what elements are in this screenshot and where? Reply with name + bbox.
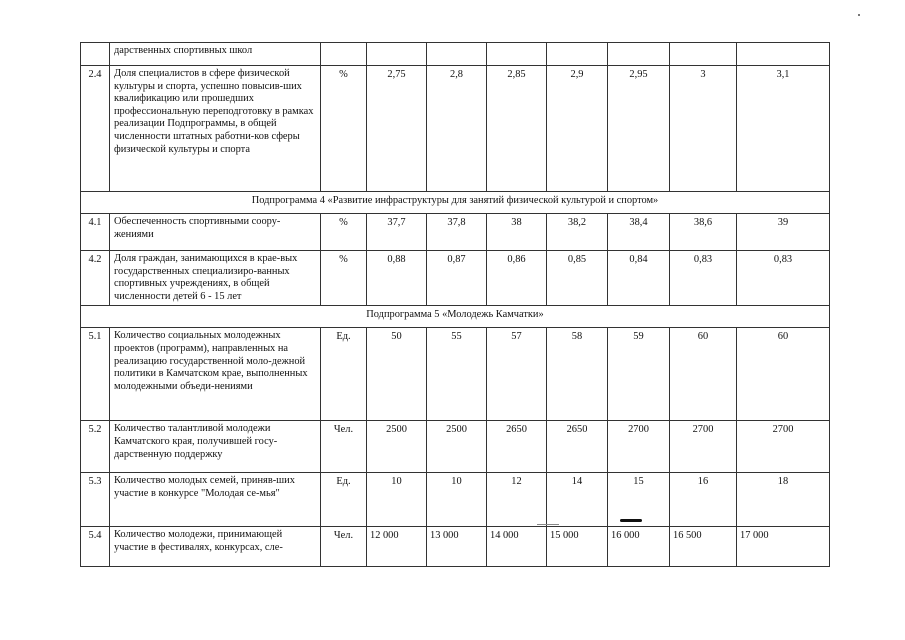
unit-cell: % — [321, 66, 367, 192]
value-cell: 15 — [608, 473, 670, 527]
indicator-description: дарственных спортивных школ — [110, 43, 321, 66]
value-cell: 59 — [608, 328, 670, 421]
table-row — [81, 251, 830, 306]
table-row — [81, 43, 830, 66]
value-cell: 15 000 — [547, 527, 608, 567]
value-cell: 2,75 — [367, 66, 427, 192]
subprogram-row — [81, 192, 830, 214]
scan-speck — [858, 14, 860, 16]
value-cell: 38,4 — [608, 214, 670, 251]
value-cell: 17 000 — [737, 527, 830, 567]
value-cell: 13 000 — [427, 527, 487, 567]
value-cell: 2,8 — [427, 66, 487, 192]
subprogram-row — [81, 306, 830, 328]
value-cell: 2700 — [737, 421, 830, 473]
table-row — [81, 421, 830, 473]
value-cell: 0,86 — [487, 251, 547, 306]
value-cell: 3 — [670, 66, 737, 192]
value-cell: 10 — [367, 473, 427, 527]
row-number — [81, 43, 110, 66]
row-number: 4.2 — [81, 251, 110, 306]
value-cell: 37,7 — [367, 214, 427, 251]
unit-cell — [321, 43, 367, 66]
value-cell — [487, 43, 547, 66]
unit-cell: % — [321, 251, 367, 306]
row-number: 5.1 — [81, 328, 110, 421]
value-cell: 0,84 — [608, 251, 670, 306]
value-cell: 0,83 — [670, 251, 737, 306]
value-cell: 60 — [737, 328, 830, 421]
value-cell — [737, 43, 830, 66]
table-row — [81, 527, 830, 567]
indicator-description: Количество молодых семей, приняв-ших участие в конкурсе "Молодая се-мья" — [110, 473, 321, 527]
value-cell: 14 — [547, 473, 608, 527]
value-cell: 50 — [367, 328, 427, 421]
unit-cell: Ед. — [321, 473, 367, 527]
table-row — [81, 214, 830, 251]
row-number: 4.1 — [81, 214, 110, 251]
value-cell: 39 — [737, 214, 830, 251]
value-cell: 37,8 — [427, 214, 487, 251]
value-cell: 14 000 — [487, 527, 547, 567]
table-row — [81, 328, 830, 421]
value-cell: 12 000 — [367, 527, 427, 567]
value-cell: 2700 — [670, 421, 737, 473]
value-cell — [547, 43, 608, 66]
value-cell — [367, 43, 427, 66]
row-number: 5.3 — [81, 473, 110, 527]
value-cell: 0,83 — [737, 251, 830, 306]
value-cell: 0,85 — [547, 251, 608, 306]
row-number: 5.2 — [81, 421, 110, 473]
table-body — [81, 43, 830, 567]
indicators-table — [80, 42, 830, 567]
unit-cell: Чел. — [321, 527, 367, 567]
indicator-description: Количество социальных молодежных проектов (программ), направленных на реализацию государственной моло-дежной политики в Камчатском крае, выполненных молодежными объеди-нениями — [110, 328, 321, 421]
value-cell: 3,1 — [737, 66, 830, 192]
value-cell: 16 000 — [608, 527, 670, 567]
value-cell: 18 — [737, 473, 830, 527]
value-cell — [608, 43, 670, 66]
value-cell: 0,87 — [427, 251, 487, 306]
value-cell: 55 — [427, 328, 487, 421]
unit-cell: Ед. — [321, 328, 367, 421]
value-cell: 38,2 — [547, 214, 608, 251]
value-cell — [427, 43, 487, 66]
table-row — [81, 66, 830, 192]
value-cell: 2500 — [367, 421, 427, 473]
indicator-description: Количество молодежи, принимающей участие в фестивалях, конкурсах, сле- — [110, 527, 321, 567]
value-cell: 16 — [670, 473, 737, 527]
value-cell: 10 — [427, 473, 487, 527]
value-cell: 2700 — [608, 421, 670, 473]
ink-smudge — [620, 519, 642, 522]
value-cell: 38 — [487, 214, 547, 251]
unit-cell: % — [321, 214, 367, 251]
value-cell: 2650 — [487, 421, 547, 473]
indicator-description: Обеспеченность спортивными соору-жениями — [110, 214, 321, 251]
subprogram-title: Подпрограмма 5 «Молодежь Камчатки» — [81, 306, 830, 328]
value-cell: 58 — [547, 328, 608, 421]
pen-stroke — [537, 524, 559, 525]
value-cell: 38,6 — [670, 214, 737, 251]
value-cell: 60 — [670, 328, 737, 421]
row-number: 5.4 — [81, 527, 110, 567]
value-cell: 2500 — [427, 421, 487, 473]
subprogram-title: Подпрограмма 4 «Развитие инфраструктуры для занятий физической культурой и спортом» — [81, 192, 830, 214]
unit-cell: Чел. — [321, 421, 367, 473]
indicator-description: Доля граждан, занимающихся в крае-вых государственных специализиро-ванных спортивных учреждениях, в общей численности детей 6 - 15 лет — [110, 251, 321, 306]
value-cell: 57 — [487, 328, 547, 421]
value-cell — [670, 43, 737, 66]
value-cell: 2,9 — [547, 66, 608, 192]
value-cell: 2,85 — [487, 66, 547, 192]
value-cell: 16 500 — [670, 527, 737, 567]
value-cell: 12 — [487, 473, 547, 527]
value-cell: 2,95 — [608, 66, 670, 192]
indicator-description: Доля специалистов в сфере физической культуры и спорта, успешно повысив-ших квалификацию или прошедших профессиональную переподготовку в рамках реализации Подпрограммы, в общей численности штатных работни-ков сферы физической культуры и спорта — [110, 66, 321, 192]
table-row — [81, 473, 830, 527]
row-number: 2.4 — [81, 66, 110, 192]
indicator-description: Количество талантливой молодежи Камчатского края, получившей госу-дарственную поддержку — [110, 421, 321, 473]
value-cell: 0,88 — [367, 251, 427, 306]
value-cell: 2650 — [547, 421, 608, 473]
